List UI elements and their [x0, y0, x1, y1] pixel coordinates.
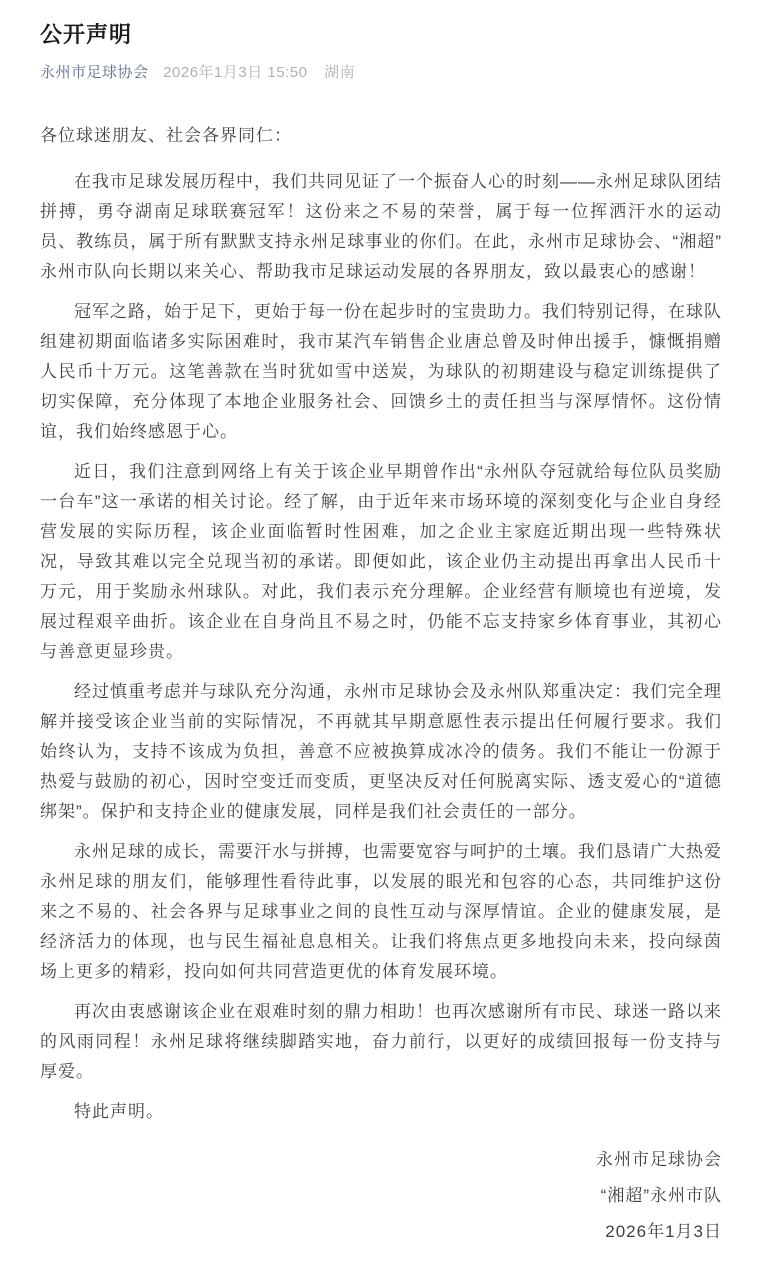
- publish-datetime: 2026年1月3日 15:50: [163, 64, 308, 81]
- statement-paragraph-6: 再次由衷感谢该企业在艰难时刻的鼎力相助！也再次感谢所有市民、球迷一路以来的风雨同程！永州足球将继续脚踏实地，奋力前行，以更好的成绩回报每一份支持与厚爱。: [40, 1002, 722, 1081]
- account-name-link[interactable]: 永州市足球协会: [40, 64, 149, 81]
- signature-association: 永州市足球协会: [596, 1150, 722, 1169]
- signature-date: 2026年1月3日: [605, 1222, 722, 1241]
- statement-paragraph-1: 在我市足球发展历程中，我们共同见证了一个振奋人心的时刻——永州足球队团结拼搏，勇夺湖南足球联赛冠军！这份来之不易的荣誉，属于每一位挥洒汗水的运动员、教练员，属于所有默默支持永州足球事业的你们。在此，永州市足球协会、“湘超”永州市队向长期以来关心、帮助我市足球运动发展的各界朋友，致以最衷心的感谢！: [40, 172, 722, 281]
- statement-paragraph-2: 冠军之路，始于足下，更始于每一份在起步时的宝贵助力。我们特别记得，在球队组建初期面临诸多实际困难时，我市某汽车销售企业唐总曾及时伸出援手，慷慨捐赠人民币十万元。这笔善款在当时犹如雪中送炭，为球队的初期建设与稳定训练提供了切实保障，充分体现了本地企业服务社会、回馈乡土的责任担当与深厚情怀。这份情谊，我们始终感恩于心。: [40, 302, 722, 441]
- closing-line: 特此声明。: [74, 1102, 164, 1121]
- statement-paragraph-5: 永州足球的成长，需要汗水与拼搏，也需要宽容与呵护的土壤。我们恳请广大热爱永州足球的朋友们，能够理性看待此事，以发展的眼光和包容的心态，共同维护这份来之不易的、社会各界与足球事业之间的良性互动与深厚情谊。企业的健康发展，是经济活力的体现，也与民生福祉息息相关。让我们将焦点更多地投向未来，投向绿茵场上更多的精彩，投向如何共同营造更优的体育发展环境。: [40, 842, 722, 981]
- publish-location: 湖南: [324, 64, 356, 81]
- greeting-line: 各位球迷朋友、社会各界同仁：: [40, 126, 292, 145]
- statement-paragraph-4: 经过慎重考虑并与球队充分沟通，永州市足球协会及永州队郑重决定：我们完全理解并接受该企业当前的实际情况，不再就其早期意愿性表示提出任何履行要求。我们始终认为，支持不该成为负担，善意不应被换算成冰冷的债务。我们不能让一份源于热爱与鼓励的初心，因时空变迁而变质，更坚决反对任何脱离实际、透支爱心的“道德绑架”。保护和支持企业的健康发展，同样是我们社会责任的一部分。: [40, 682, 722, 821]
- statement-paragraph-3: 近日，我们注意到网络上有关于该企业早期曾作出“永州队夺冠就给每位队员奖励一台车”这一承诺的相关讨论。经了解，由于近年来市场环境的深刻变化与企业自身经营发展的实际历程，该企业面临暂时性困难，加之企业主家庭近期出现一些特殊状况，导致其难以完全兑现当初的承诺。即便如此，该企业仍主动提出再拿出人民币十万元，用于奖励永州球队。对此，我们表示充分理解。企业经营有顺境也有逆境，发展过程艰辛曲折。该企业在自身尚且不易之时，仍能不忘支持家乡体育事业，其初心与善意更显珍贵。: [40, 462, 722, 661]
- signature-block: [40, 1145, 722, 1247]
- statement-body: [40, 121, 722, 1247]
- signature-team: “湘超”永州市队: [600, 1186, 722, 1205]
- page-title: 公开声明: [40, 22, 133, 47]
- byline: [40, 62, 722, 83]
